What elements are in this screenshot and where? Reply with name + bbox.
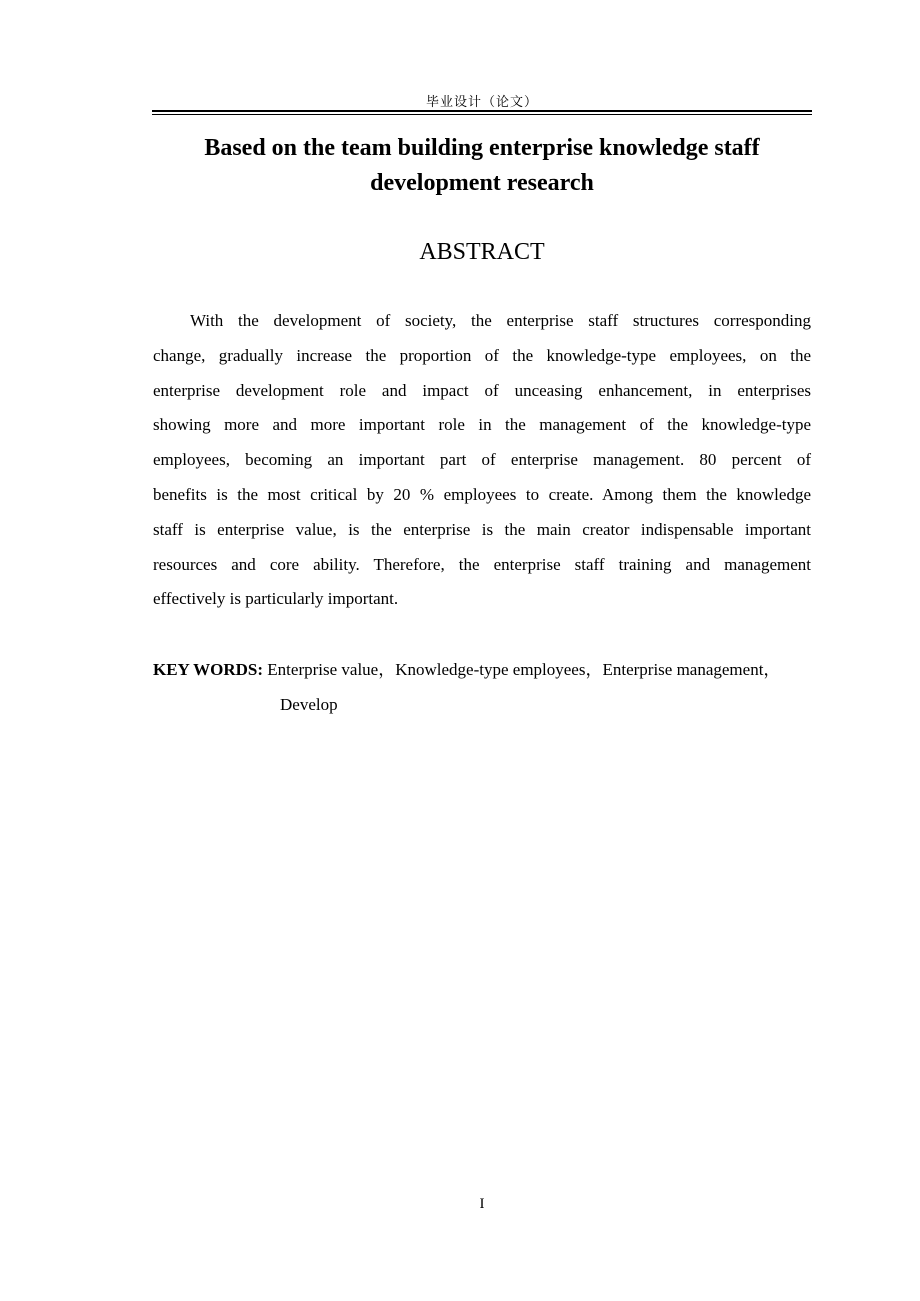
- keywords-row: [153, 652, 813, 687]
- page-number: I: [479, 1196, 485, 1212]
- abstract-line: effectively is particularly important.: [153, 589, 399, 609]
- title-line-1: Based on the team building enterprise knowledge staff: [204, 135, 760, 161]
- keywords-label: KEY WORDS:: [153, 660, 264, 679]
- running-header: 毕业设计（论文）: [425, 95, 538, 110]
- paper-title: [152, 131, 812, 201]
- abstract-line: benefits is the most critical by 20 % employees to create. Among them the knowledge: [153, 484, 811, 504]
- abstract-line: enterprise development role and impact of unceasing enhancement, in enterprises: [153, 380, 811, 400]
- keywords-list-continued: Develop: [280, 695, 338, 714]
- keywords-section: [153, 652, 813, 722]
- abstract-line: resources and core ability. Therefore, the enterprise staff training and management: [153, 554, 811, 574]
- abstract-line: employees, becoming an important part of enterprise management. 80 percent of: [153, 450, 811, 470]
- header-rule: [152, 110, 812, 112]
- abstract-line: staff is enterprise value, is the enterprise is the main creator indispensable important: [153, 519, 811, 539]
- abstract-heading: ABSTRACT: [419, 239, 545, 265]
- keywords-list: Enterprise value，Knowledge-type employees，Enterprise management，: [267, 660, 781, 679]
- abstract-line: With the development of society, the enterprise staff structures corresponding: [190, 311, 811, 330]
- title-line-2: development research: [370, 170, 594, 196]
- abstract-line: showing more and more important role in the management of the knowledge-type: [153, 415, 811, 435]
- abstract-body: [153, 304, 811, 617]
- abstract-line: change, gradually increase the proportion of the knowledge-type employees, on the: [153, 345, 811, 365]
- header-rule-thin: [152, 114, 812, 115]
